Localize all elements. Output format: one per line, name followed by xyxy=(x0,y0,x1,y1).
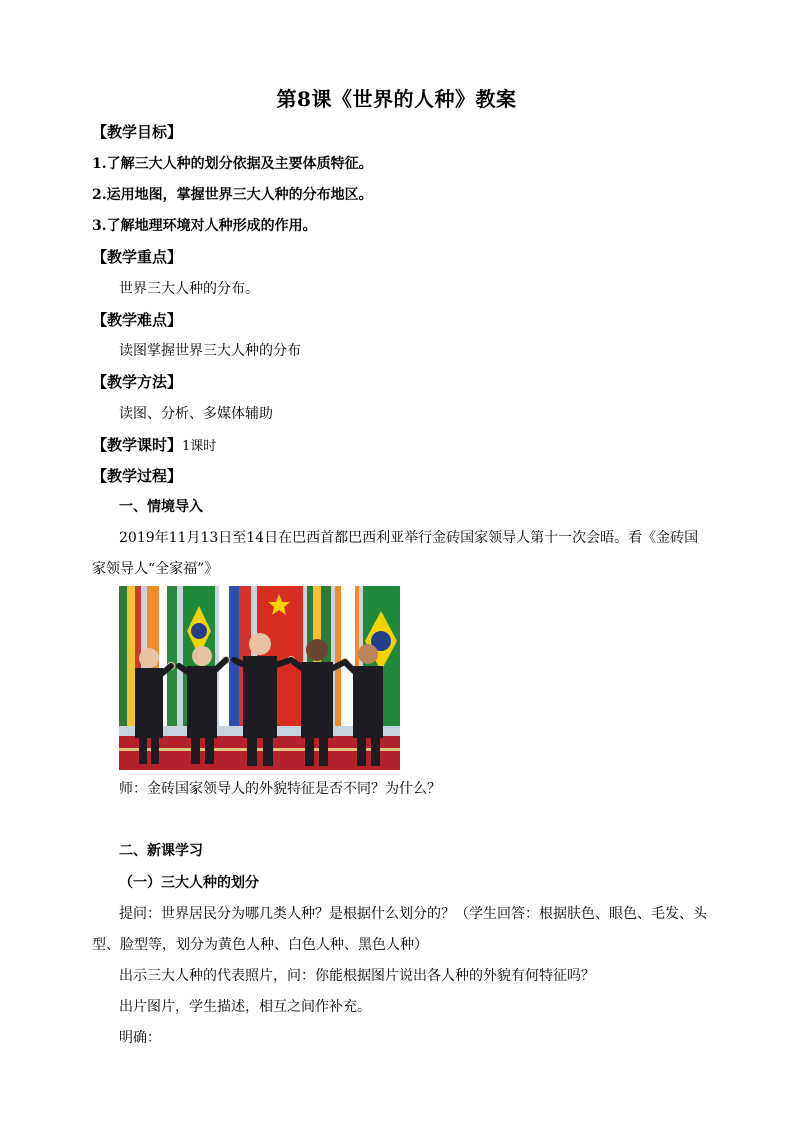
method-heading: 【教学方法】 xyxy=(92,373,183,391)
page-title: 第8课《世界的人种》教案 xyxy=(276,87,517,111)
intro-paragraph-line: 家领导人“全家福”》 xyxy=(92,561,219,577)
teacher-question: 师：金砖国家领导人的外貌特征是否不同？为什么？ xyxy=(119,781,441,797)
question-paragraph-line: 提问：世界居民分为哪几类人种？是根据什么划分的？（学生回答：根据肤色、眼色、毛发、头 xyxy=(119,906,707,922)
section-title: 二、新课学习 xyxy=(119,843,203,859)
process-heading: 【教学过程】 xyxy=(92,467,183,485)
difficulty-text: 读图掌握世界三大人种的分布 xyxy=(119,343,301,359)
hours-text: 1课时 xyxy=(182,439,217,454)
question-paragraph-line: 型、脸型等，划分为黄色人种、白色人种、黑色人种） xyxy=(92,937,428,953)
intro-paragraph-line: 2019年11月13日至14日在巴西首都巴西利亚举行金砖国家领导人第十一次会晤。看《金砖国 xyxy=(119,530,699,546)
objective-item: 1.了解三大人种的划分依据及主要体质特征。 xyxy=(92,156,373,172)
student-describe-line: 出片图片，学生描述，相互之间作补充。 xyxy=(119,999,371,1015)
method-text: 读图、分析、多媒体辅助 xyxy=(119,406,273,422)
key-points-heading: 【教学重点】 xyxy=(92,248,183,266)
clarify-label: 明确： xyxy=(119,1030,161,1046)
show-photos-line: 出示三大人种的代表照片，问：你能根据图片说出各人种的外貌有何特征吗？ xyxy=(119,968,595,984)
section-title: 一、情境导入 xyxy=(119,499,203,515)
key-points-text: 世界三大人种的分布。 xyxy=(119,281,259,297)
objective-item: 2.运用地图，掌握世界三大人种的分布地区。 xyxy=(92,187,373,203)
hours-heading: 【教学课时】 xyxy=(92,436,183,454)
subsection-title: （一）三大人种的划分 xyxy=(119,875,259,891)
brics-leaders-photo xyxy=(119,586,400,770)
objectives-heading: 【教学目标】 xyxy=(92,123,183,141)
difficulty-heading: 【教学难点】 xyxy=(92,311,183,329)
objective-item: 3.了解地理环境对人种形成的作用。 xyxy=(92,218,317,234)
hours-line xyxy=(92,435,216,457)
